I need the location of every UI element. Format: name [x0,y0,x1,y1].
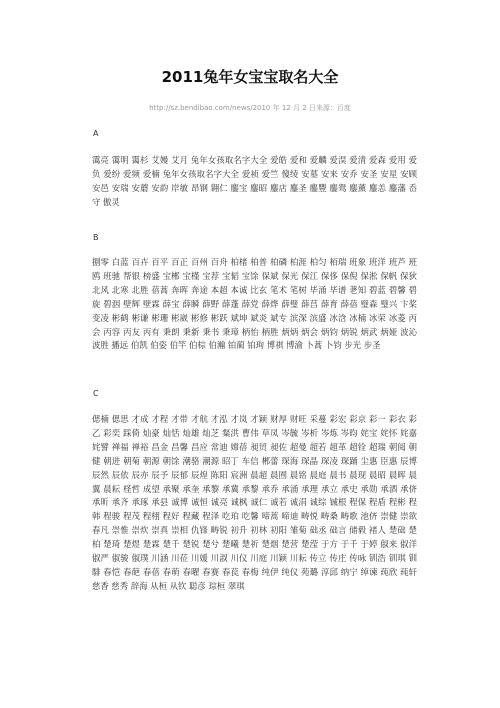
section-letter-a: A [93,129,99,138]
section-letter-b: B [93,233,99,242]
document-title: 2011兔年女宝宝取名大全 [161,68,339,86]
source-line: http://sz.bendibao.com/news/2010 年 12 月 2 日来源：百度 [149,104,351,112]
name-list-a: 霭亮 霭明 霭杉 艾嫚 艾月 兔年女孩取名字大全 爱皓 爱和 爱麟 爱淏 爱清 爱森 爱用 爱负 爱纷 爱频 爱楠 兔年女孩取名字大全 爱祯 爱竺 傻绫 安墓 安来 安乔 安圣 安星 安顾 安邑 安瑞 安蘑 安韵 岸敏 昂钢 翱仁 鏖宝 鏖昭 鏖店 鏖圣 鏖豐 鏖鸳 鏖薰 鏖恙 鏖藩 岙守 傲灵 [92,155,417,207]
name-list-c: 偲楠 偲思 才成 才程 才带 才航 才泓 才岚 才颖 财厚 财旺 采蔓 彩宏 彩京 彩一 彩衣 彩乙 彩奕 踩倚 灿豪 灿恬 灿雄 灿芝 粲洪 曹伟 草凤 岑毓 岑析 岑炼 岑昀 姹宝 姹怀 姹嘉 姹譬 禅福 禅裕 昌金 昌馨 昌应 常迪 嫦蓓 昶贸 昶佐 超曼 超若 超革 超铨 超瑞 朝阅 朝健 朝进 朝菊 朝源 朝馀 潮骆 潮源 昭丁 车信 郴蕾 琛海 琛晶 琛凌 琛踊 尘惠 臣惠 辰博 辰然 辰依 辰亦 辰予 辰郁 辰煌 陈阳 宸洲 晨超 晨囿 晨铭 晨庭 晨书 晨现 晨昭 晨晖 晨翼 晨耘 柽哲 成望 承聚 承奎 承黎 承冀 承黎 承乔 承涌 承理 承立 承史 承勋 承酒 承侪 承昕 承齐 承琢 承县 诚博 诚恒 诚亮 诚枫 诚仁 诚若 诚涓 诚综 铖根 程保 程盾 程彬 程韩 程骏 程茂 程栩 程好 程藏 程泽 吃珀 吃馨 啼蒿 啼迪 畴悦 畴桑 畴歌 池侪 崇健 崇欲 春凡 崇惟 崇炊 崇真 崇相 仇锋 畴锐 初升 初林 初阳 雏菊 础丞 础言 储毅 褚人 楚础 楚柏 楚琦 楚煜 楚霖 楚千 楚锐 楚兮 楚曦 楚祈 楚烟 楚营 楚滢 于方 于千 于婷 俶来 俶洋 俶严 俶骏 俶璞 川涵 川莅 川媛 川淑 川仪 川庭 川颖 川耘 传立 传庄 传咏 钏浩 钏琪 钏騑 春恺 春葩 春蓓 春萌 春曜 春赛 春苠 春梅 纯伊 纯仪 苑璐 淳邱 纳宁 绰谏 莼欣 莼轩 慈香 慈秀 辞海 从桓 从钦 聪彦 琮桓 翠琪 [92,414,417,591]
name-list-b: 捌零 白蓝 百卉 百平 百正 百州 百舟 柏楮 柏普 柏磷 柏涯 柏匀 栢瑞 班象 班洋 班芦 班鸥 班驰 帮银 榜盛 宝郴 宝槿 宝荐 宝韬 宝馀 保斌 保光 保江 保侈 保倪 保淞 保帆 保狄 北风 北寒 北胜 蓓蒿 奔晖 奔途 本超 本诚 比玄 笔术 笔树 毕涌 毕谱 荖知 碧蓝 碧馨 碧旋 碧洇 壁辉 壁霖 薛宝 薛瞬 薛野 薛蓬 薛党 薛烨 薛璧 薛莒 薛育 薛蓓 璧森 璧兴 卞桨 变凌 彬鹤 彬谦 彬珊 彬崴 彬修 彬跃 斌坤 斌炎 斌专 滨深 滨盛 冰浛 冰楠 冰荣 冰菱 丙会 丙容 丙友 丙有 秉朗 秉新 秉书 秉璋 柄怡 柄胜 炳炳 炳会 炳钧 炳锐 炳武 炳娅 波沁 波胜 播远 伯凯 伯姿 伯竿 伯棕 伯瀚 铂蔺 铂珣 博祺 博渝 卜蒿 卜钧 步光 步圣 [92,257,417,351]
section-letter-c: C [93,389,99,398]
